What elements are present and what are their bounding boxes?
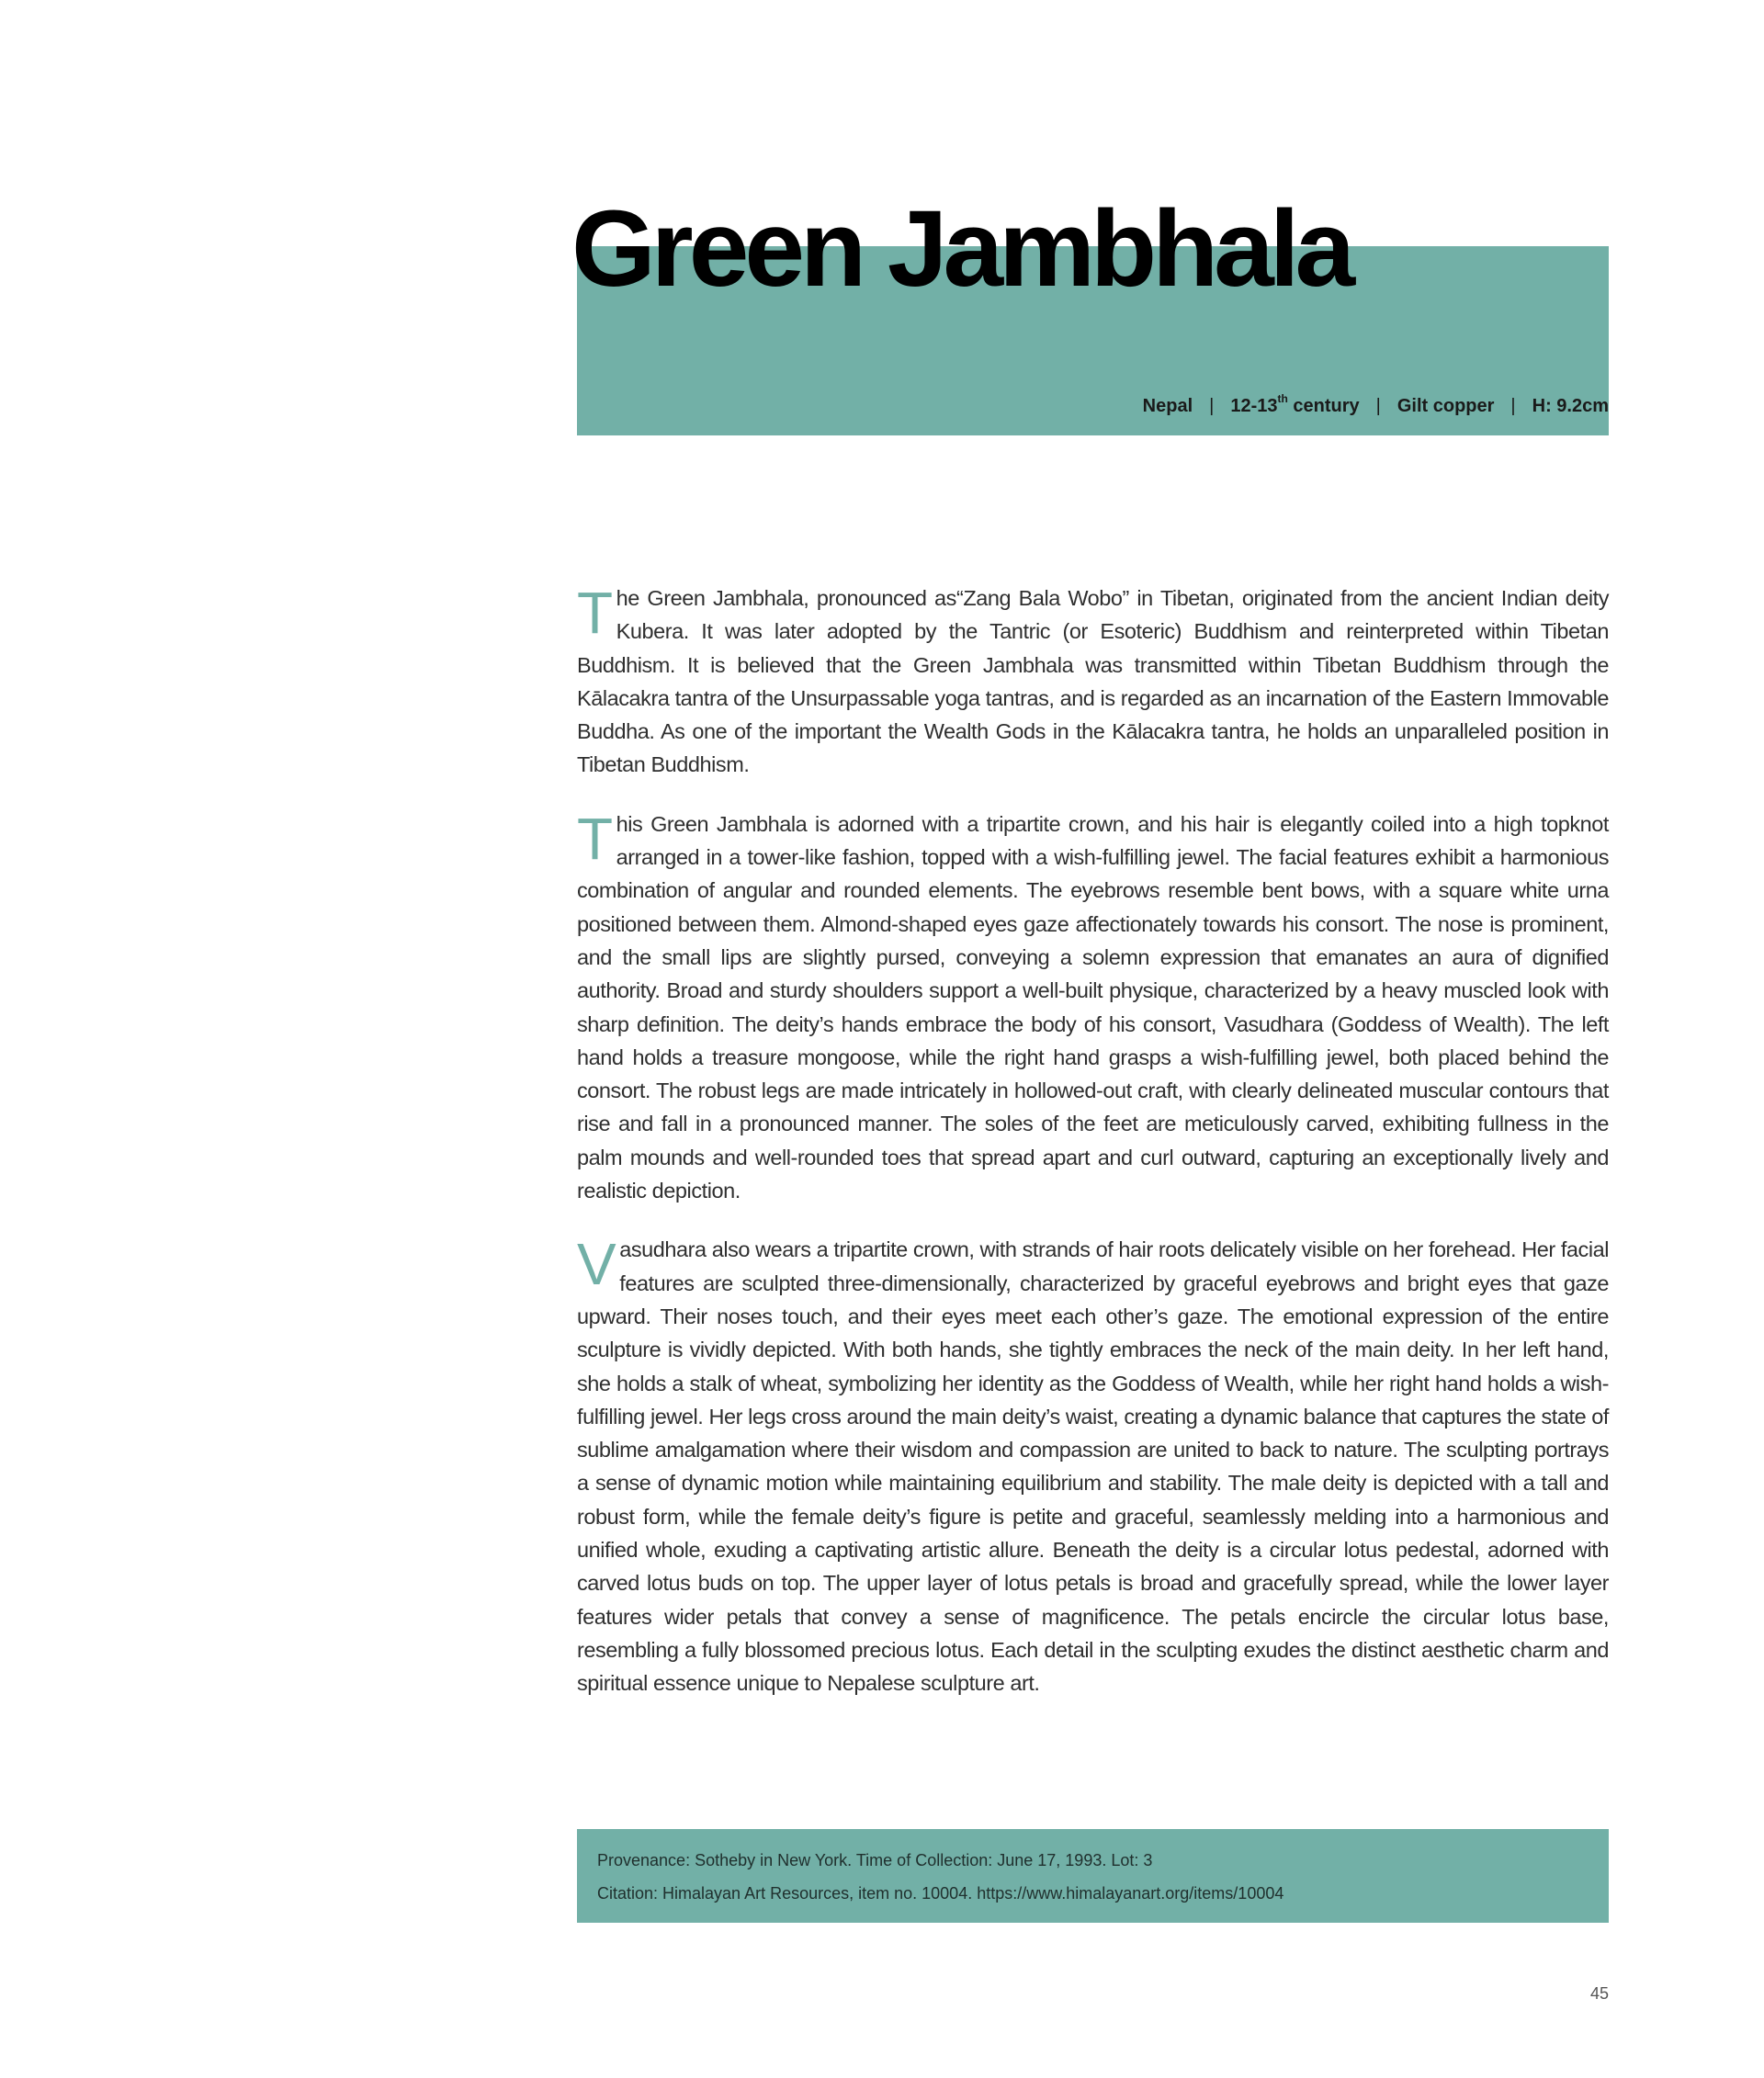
citation-line: Citation: Himalayan Art Resources, item no. 10004. https://www.himalayanart.org/items/10004 [597, 1884, 1284, 1903]
body-paragraph-1 [577, 582, 1609, 782]
meta-origin: Nepal [1142, 395, 1193, 416]
drop-cap: T [577, 580, 613, 646]
meta-height: H: 9.2cm [1532, 395, 1609, 416]
paragraph-text: his Green Jambhala is adorned with a tripartite crown, and his hair is elegantly coiled into a high topknot arranged in a tower-like fashion, topped with a wish-fulfilling jewel. The facial features exhibit a harmonious combination of angular and rounded elements. The eyebrows resemble bent bows, with a square white urna positioned between them. Almond-shaped eyes gaze affectionately towards his consort. The nose is prominent, and the small lips are slightly pursed, conveying a solemn expression that emanates an aura of dignified authority. Broad and sturdy shoulders support a well-built physique, characterized by a heavy muscled look with sharp definition. The deity’s hands embrace the body of his consort, Vasudhara (Goddess of Wealth). The left hand holds a treasure mongoose, while the right hand grasps a wish-fulfilling jewel, both placed behind the consort. The robust legs are made intricately in hollowed-out craft, with clearly delineated muscular contours that rise and fall in a pronounced manner. The soles of the feet are meticulously carved, exhibiting fullness in the palm mounds and well-rounded toes that spread apart and curl outward, capturing an exceptionally lively and realistic depiction. [577, 811, 1609, 1203]
artwork-meta [1143, 392, 1609, 420]
paragraph-text: he Green Jambhala, pronounced as“Zang Bala Wobo” in Tibetan, originated from the ancient Indian deity Kubera. It was later adopted by the Tantric (or Esoteric) Buddhism and reinterpreted within Tibetan Buddhism. It is believed that the Green Jambhala was transmitted within Tibetan Buddhism through the Kālacakra tantra of the Unsurpassable yoga tantras, and is regarded as an incarnation of the Eastern Immovable Buddha. As one of the important the Wealth Gods in the Kālacakra tantra, he holds an unparalleled position in Tibetan Buddhism. [577, 586, 1609, 777]
drop-cap: V [577, 1231, 616, 1298]
body-paragraph-3 [577, 1233, 1609, 1700]
meta-separator: | [1209, 395, 1215, 416]
article-body [577, 582, 1609, 1726]
meta-century-word: century [1293, 395, 1360, 416]
meta-separator: | [1510, 395, 1516, 416]
meta-century-sup: th [1277, 391, 1288, 405]
meta-separator: | [1375, 395, 1381, 416]
drop-cap: T [577, 805, 613, 872]
provenance-box [577, 1829, 1609, 1923]
provenance-line: Provenance: Sotheby in New York. Time of Collection: June 17, 1993. Lot: 3 [597, 1851, 1153, 1869]
meta-date [1230, 391, 1360, 417]
page-number: 45 [1589, 1984, 1609, 2003]
page-title: Green Jambhala [571, 188, 1351, 310]
meta-material: Gilt copper [1396, 395, 1495, 416]
body-paragraph-2 [577, 807, 1609, 1208]
meta-century-range: 12-13 [1230, 395, 1278, 416]
paragraph-text: asudhara also wears a tripartite crown, with strands of hair roots delicately visible on her forehead. Her facial features are sculpted three-dimensionally, characterized by graceful eyebrows and bright eyes that gaze upward. Their noses touch, and their eyes meet each other’s gaze. The emotional expression of the entire sculpture is vividly depicted. With both hands, she tightly embraces the neck of the main deity. In her left hand, she holds a stalk of wheat, symbolizing her identity as the Goddess of Wealth, while her right hand holds a wish-fulfilling jewel. Her legs cross around the main deity’s waist, creating a dynamic balance that captures the state of sublime amalgamation where their wisdom and compassion are united to back to nature. The sculpting portrays a sense of dynamic motion while maintaining equilibrium and stability. The male deity is depicted with a tall and robust form, while the female deity’s figure is petite and graceful, seamlessly melding into a harmonious and unified whole, exuding a captivating artistic allure. Beneath the deity is a circular lotus pedestal, adorned with carved lotus buds on top. The upper layer of lotus petals is broad and gracefully spread, while the lower layer features wider petals that convey a sense of magnificence. The petals encircle the circular lotus base, resembling a fully blossomed precious lotus. Each detail in the sculpting exudes the distinct aesthetic charm and spiritual essence unique to Nepalese sculpture art. [577, 1237, 1609, 1696]
